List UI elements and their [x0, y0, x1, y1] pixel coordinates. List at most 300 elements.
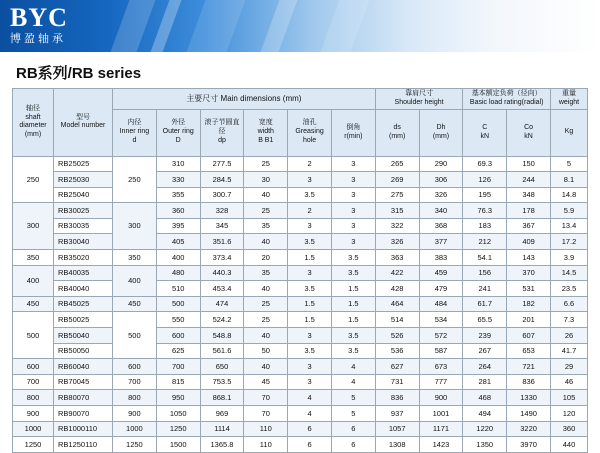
cell-weight-kg: 6.6	[551, 296, 588, 312]
cell-inner-ring-d: 1000	[113, 421, 157, 437]
cell-ds: 428	[375, 281, 419, 297]
cell-chamfer-r: 1.5	[331, 281, 375, 297]
header-inner-en: Inner ring	[119, 128, 150, 136]
cell-outer-ring-D: 400	[156, 250, 200, 266]
cell-load-Co: 370	[507, 265, 551, 281]
cell-roller-pitch-dp: 548.8	[200, 328, 244, 344]
cell-model-number: RB25025	[54, 156, 113, 172]
header-shaft-cn: 轴径	[26, 104, 40, 112]
header-weight-unit	[551, 109, 588, 156]
cell-load-C: 69.3	[463, 156, 507, 172]
cell-chamfer-r: 3.5	[331, 343, 375, 359]
cell-load-Co: 201	[507, 312, 551, 328]
cell-roller-pitch-dp: 868.1	[200, 390, 244, 406]
cell-load-Co: 721	[507, 359, 551, 375]
cell-model-number: RB1000110	[54, 421, 113, 437]
cell-weight-kg: 14.8	[551, 187, 588, 203]
cell-roller-pitch-dp: 351.6	[200, 234, 244, 250]
cell-load-C: 281	[463, 374, 507, 390]
header-co-unit: kN	[524, 132, 533, 140]
cell-Dh: 459	[419, 265, 463, 281]
cell-width-B: 110	[244, 437, 288, 453]
header-chamfer-cn: 倒角	[346, 123, 361, 131]
cell-greasing-hole: 2	[288, 156, 332, 172]
cell-Dh: 340	[419, 203, 463, 219]
cell-greasing-hole: 1.5	[288, 312, 332, 328]
cell-outer-ring-D: 700	[156, 359, 200, 375]
cell-load-C: 1220	[463, 421, 507, 437]
cell-weight-kg: 26	[551, 328, 588, 344]
cell-load-Co: 182	[507, 296, 551, 312]
cell-model-number: RB1250110	[54, 437, 113, 453]
header-dh	[419, 109, 463, 156]
header-load-cn: 基本额定负荷（径向）	[471, 90, 542, 97]
header-model-cn: 型号	[76, 113, 90, 121]
cell-roller-pitch-dp: 328	[200, 203, 244, 219]
cell-load-Co: 409	[507, 234, 551, 250]
cell-Dh: 1423	[419, 437, 463, 453]
cell-width-B: 25	[244, 203, 288, 219]
cell-chamfer-r: 4	[331, 374, 375, 390]
cell-Dh: 326	[419, 187, 463, 203]
cell-outer-ring-D: 1250	[156, 421, 200, 437]
cell-chamfer-r: 3.5	[331, 250, 375, 266]
cell-model-number: RB30035	[54, 218, 113, 234]
cell-weight-kg: 3.9	[551, 250, 588, 266]
cell-chamfer-r: 3	[331, 172, 375, 188]
cell-greasing-hole: 4	[288, 406, 332, 422]
cell-width-B: 25	[244, 296, 288, 312]
banner-stripe	[321, 0, 370, 52]
cell-greasing-hole: 3	[288, 374, 332, 390]
cell-roller-pitch-dp: 1114	[200, 421, 244, 437]
header-basic-load-rating	[463, 89, 551, 110]
header-roller-pitch-diameter	[200, 109, 244, 156]
cell-load-Co: 531	[507, 281, 551, 297]
cell-inner-ring-d: 700	[113, 374, 157, 390]
header-shoulder-height	[375, 89, 463, 110]
header-c-unit: kN	[480, 132, 490, 140]
cell-weight-kg: 17.2	[551, 234, 588, 250]
table-row	[13, 156, 588, 172]
cell-roller-pitch-dp: 277.5	[200, 156, 244, 172]
cell-shaft-diameter: 450	[13, 296, 54, 312]
cell-chamfer-r: 3.5	[331, 328, 375, 344]
cell-weight-kg: 105	[551, 390, 588, 406]
cell-width-B: 70	[244, 390, 288, 406]
cell-load-Co: 367	[507, 218, 551, 234]
cell-shaft-diameter: 350	[13, 250, 54, 266]
cell-roller-pitch-dp: 284.5	[200, 172, 244, 188]
cell-weight-kg: 7.3	[551, 312, 588, 328]
cell-shaft-diameter: 400	[13, 265, 54, 296]
cell-ds: 269	[375, 172, 419, 188]
cell-ds: 1308	[375, 437, 419, 453]
cell-model-number: RB25040	[54, 187, 113, 203]
cell-model-number: RB25030	[54, 172, 113, 188]
header-dp-unit: dp	[218, 136, 226, 144]
cell-ds: 363	[375, 250, 419, 266]
page-title-separator: /	[67, 65, 72, 82]
table-row	[13, 265, 588, 281]
cell-outer-ring-D: 500	[156, 296, 200, 312]
page-title	[16, 62, 141, 83]
table-row	[13, 296, 588, 312]
cell-model-number: RB80070	[54, 390, 113, 406]
cell-ds: 322	[375, 218, 419, 234]
header-ds	[375, 109, 419, 156]
cell-ds: 514	[375, 312, 419, 328]
cell-chamfer-r: 6	[331, 421, 375, 437]
cell-model-number: RB40035	[54, 265, 113, 281]
header-weight-cn: 重量	[562, 90, 576, 97]
cell-inner-ring-d: 300	[113, 203, 157, 250]
cell-ds: 315	[375, 203, 419, 219]
cell-model-number: RB30025	[54, 203, 113, 219]
cell-roller-pitch-dp: 1365.8	[200, 437, 244, 453]
cell-ds: 627	[375, 359, 419, 375]
header-outer-unit: D	[175, 136, 181, 144]
cell-greasing-hole: 1.5	[288, 250, 332, 266]
cell-greasing-hole: 3.5	[288, 281, 332, 297]
page-title-cn: RB系列	[16, 65, 68, 82]
cell-load-C: 183	[463, 218, 507, 234]
cell-load-C: 1350	[463, 437, 507, 453]
table-row	[13, 312, 588, 328]
cell-model-number: RB35020	[54, 250, 113, 266]
header-c-label: C	[482, 123, 488, 131]
cell-load-Co: 348	[507, 187, 551, 203]
cell-weight-kg: 14.5	[551, 265, 588, 281]
cell-outer-ring-D: 510	[156, 281, 200, 297]
header-main-dimensions: 主要尺寸 Main dimensions (mm)	[113, 89, 376, 110]
cell-model-number: RB70045	[54, 374, 113, 390]
cell-outer-ring-D: 330	[156, 172, 200, 188]
cell-roller-pitch-dp: 440.3	[200, 265, 244, 281]
cell-load-C: 76.3	[463, 203, 507, 219]
table-row	[13, 328, 588, 344]
cell-Dh: 479	[419, 281, 463, 297]
header-inner-ring	[113, 109, 157, 156]
cell-roller-pitch-dp: 474	[200, 296, 244, 312]
cell-ds: 275	[375, 187, 419, 203]
header-shaft-diameter	[13, 89, 54, 157]
cell-load-C: 267	[463, 343, 507, 359]
cell-load-Co: 150	[507, 156, 551, 172]
table-row	[13, 437, 588, 453]
cell-chamfer-r: 3	[331, 234, 375, 250]
spec-table	[12, 88, 588, 453]
cell-chamfer-r: 4	[331, 359, 375, 375]
logo-main-text: BYC	[10, 3, 68, 32]
table-row	[13, 421, 588, 437]
logo-sub-text: 博盈轴承	[10, 33, 66, 45]
cell-greasing-hole: 3.5	[288, 187, 332, 203]
cell-greasing-hole: 3	[288, 359, 332, 375]
cell-Dh: 572	[419, 328, 463, 344]
cell-roller-pitch-dp: 345	[200, 218, 244, 234]
cell-roller-pitch-dp: 561.6	[200, 343, 244, 359]
header-outer-ring	[156, 109, 200, 156]
spec-table-wrapper	[12, 88, 588, 453]
cell-outer-ring-D: 600	[156, 328, 200, 344]
cell-inner-ring-d: 350	[113, 250, 157, 266]
cell-load-C: 65.5	[463, 312, 507, 328]
cell-model-number: RB50025	[54, 312, 113, 328]
cell-load-Co: 653	[507, 343, 551, 359]
cell-roller-pitch-dp: 650	[200, 359, 244, 375]
cell-chamfer-r: 3	[331, 203, 375, 219]
cell-width-B: 40	[244, 234, 288, 250]
cell-chamfer-r: 5	[331, 406, 375, 422]
cell-width-B: 40	[244, 187, 288, 203]
cell-shaft-diameter: 300	[13, 203, 54, 250]
cell-ds: 937	[375, 406, 419, 422]
cell-weight-kg: 13.4	[551, 218, 588, 234]
table-row	[13, 172, 588, 188]
header-inner-unit: d	[132, 136, 137, 144]
cell-model-number: RB50050	[54, 343, 113, 359]
cell-weight-kg: 46	[551, 374, 588, 390]
cell-roller-pitch-dp: 969	[200, 406, 244, 422]
header-shaft-unit: (mm)	[24, 131, 42, 138]
cell-outer-ring-D: 395	[156, 218, 200, 234]
cell-Dh: 306	[419, 172, 463, 188]
cell-load-Co: 1330	[507, 390, 551, 406]
cell-shaft-diameter: 700	[13, 374, 54, 390]
cell-model-number: RB30040	[54, 234, 113, 250]
header-dh-unit: (mm)	[432, 132, 450, 140]
page-title-en: RB series	[71, 65, 142, 82]
cell-outer-ring-D: 1500	[156, 437, 200, 453]
cell-outer-ring-D: 360	[156, 203, 200, 219]
cell-ds: 326	[375, 234, 419, 250]
cell-load-C: 126	[463, 172, 507, 188]
cell-shaft-diameter: 800	[13, 390, 54, 406]
cell-Dh: 368	[419, 218, 463, 234]
banner-stripe	[261, 0, 298, 52]
cell-weight-kg: 120	[551, 406, 588, 422]
cell-Dh: 777	[419, 374, 463, 390]
header-greasing-hole	[288, 109, 332, 156]
cell-Dh: 587	[419, 343, 463, 359]
cell-inner-ring-d: 800	[113, 390, 157, 406]
cell-weight-kg: 41.7	[551, 343, 588, 359]
header-outer-cn: 外径	[171, 119, 186, 127]
cell-ds: 836	[375, 390, 419, 406]
header-width-en: width	[257, 128, 274, 136]
cell-shaft-diameter: 600	[13, 359, 54, 375]
header-model-number	[54, 89, 113, 157]
cell-load-C: 195	[463, 187, 507, 203]
cell-roller-pitch-dp: 373.4	[200, 250, 244, 266]
cell-chamfer-r: 6	[331, 437, 375, 453]
table-row	[13, 250, 588, 266]
header-weight-en: weight	[558, 98, 580, 106]
cell-greasing-hole: 3	[288, 328, 332, 344]
cell-weight-kg: 29	[551, 359, 588, 375]
cell-outer-ring-D: 355	[156, 187, 200, 203]
cell-width-B: 25	[244, 312, 288, 328]
cell-load-Co: 607	[507, 328, 551, 344]
cell-outer-ring-D: 950	[156, 390, 200, 406]
cell-chamfer-r: 3	[331, 218, 375, 234]
table-row	[13, 203, 588, 219]
cell-ds: 422	[375, 265, 419, 281]
cell-Dh: 290	[419, 156, 463, 172]
table-header-row-group	[13, 89, 588, 110]
cell-chamfer-r: 1.5	[331, 296, 375, 312]
cell-inner-ring-d: 900	[113, 406, 157, 422]
cell-load-Co: 3970	[507, 437, 551, 453]
cell-chamfer-r: 5	[331, 390, 375, 406]
cell-greasing-hole: 3	[288, 172, 332, 188]
header-model-en: Model number	[60, 122, 106, 130]
banner-stripe	[187, 0, 246, 52]
cell-ds: 464	[375, 296, 419, 312]
header-chamfer-en: r(min)	[344, 132, 363, 140]
cell-greasing-hole: 1.5	[288, 296, 332, 312]
cell-greasing-hole: 6	[288, 437, 332, 453]
cell-outer-ring-D: 815	[156, 374, 200, 390]
cell-outer-ring-D: 1050	[156, 406, 200, 422]
spec-table-body	[13, 156, 588, 452]
cell-model-number: RB40040	[54, 281, 113, 297]
header-chamfer	[331, 109, 375, 156]
header-shoulder-en: Shoulder height	[394, 98, 444, 106]
table-row	[13, 234, 588, 250]
cell-chamfer-r: 3.5	[331, 265, 375, 281]
cell-shaft-diameter: 1000	[13, 421, 54, 437]
cell-model-number: RB50040	[54, 328, 113, 344]
header-outer-en: Outer ring	[162, 128, 194, 136]
table-row	[13, 343, 588, 359]
header-shoulder-cn: 靠肩尺寸	[405, 90, 434, 97]
header-hole-cn: 油孔	[302, 119, 317, 127]
cell-load-C: 54.1	[463, 250, 507, 266]
table-row	[13, 218, 588, 234]
cell-Dh: 1171	[419, 421, 463, 437]
cell-shaft-diameter: 900	[13, 406, 54, 422]
cell-load-Co: 1490	[507, 406, 551, 422]
cell-width-B: 30	[244, 172, 288, 188]
cell-weight-kg: 23.5	[551, 281, 588, 297]
header-shaft-en: shaft diameter	[19, 113, 47, 130]
cell-Dh: 534	[419, 312, 463, 328]
cell-ds: 265	[375, 156, 419, 172]
header-hole-en: Greasing hole	[295, 128, 324, 144]
header-co	[507, 109, 551, 156]
cell-width-B: 50	[244, 343, 288, 359]
cell-shaft-diameter: 250	[13, 156, 54, 203]
cell-outer-ring-D: 405	[156, 234, 200, 250]
cell-shaft-diameter: 1250	[13, 437, 54, 453]
header-co-label: Co	[524, 123, 534, 131]
cell-greasing-hole: 3.5	[288, 343, 332, 359]
cell-width-B: 40	[244, 281, 288, 297]
company-logo	[10, 4, 68, 46]
cell-roller-pitch-dp: 524.2	[200, 312, 244, 328]
cell-inner-ring-d: 500	[113, 312, 157, 359]
cell-Dh: 1001	[419, 406, 463, 422]
cell-load-C: 494	[463, 406, 507, 422]
cell-load-C: 156	[463, 265, 507, 281]
spec-table-head	[13, 89, 588, 157]
banner-stripe	[111, 0, 156, 52]
cell-greasing-hole: 3.5	[288, 234, 332, 250]
cell-outer-ring-D: 550	[156, 312, 200, 328]
cell-ds: 1057	[375, 421, 419, 437]
table-row	[13, 187, 588, 203]
cell-inner-ring-d: 250	[113, 156, 157, 203]
header-kg-unit: Kg	[564, 128, 574, 136]
cell-load-Co: 836	[507, 374, 551, 390]
header-width-cn: 宽度	[258, 119, 273, 127]
table-row	[13, 359, 588, 375]
header-inner-cn: 内径	[127, 119, 142, 127]
header-width	[244, 109, 288, 156]
header-ds-label: ds	[393, 123, 401, 131]
cell-outer-ring-D: 625	[156, 343, 200, 359]
cell-weight-kg: 440	[551, 437, 588, 453]
cell-load-Co: 143	[507, 250, 551, 266]
cell-load-C: 468	[463, 390, 507, 406]
header-c	[463, 109, 507, 156]
table-row	[13, 390, 588, 406]
cell-weight-kg: 5.9	[551, 203, 588, 219]
cell-load-Co: 3220	[507, 421, 551, 437]
cell-width-B: 70	[244, 406, 288, 422]
cell-ds: 526	[375, 328, 419, 344]
banner-stripe	[151, 0, 182, 52]
cell-greasing-hole: 3	[288, 218, 332, 234]
cell-Dh: 673	[419, 359, 463, 375]
cell-load-Co: 178	[507, 203, 551, 219]
cell-load-C: 239	[463, 328, 507, 344]
cell-greasing-hole: 4	[288, 390, 332, 406]
cell-greasing-hole: 3	[288, 265, 332, 281]
cell-width-B: 45	[244, 374, 288, 390]
cell-inner-ring-d: 400	[113, 265, 157, 296]
cell-model-number: RB90070	[54, 406, 113, 422]
cell-greasing-hole: 6	[288, 421, 332, 437]
cell-width-B: 40	[244, 328, 288, 344]
cell-width-B: 20	[244, 250, 288, 266]
cell-load-Co: 244	[507, 172, 551, 188]
cell-weight-kg: 8.1	[551, 172, 588, 188]
cell-width-B: 40	[244, 359, 288, 375]
cell-width-B: 35	[244, 218, 288, 234]
cell-model-number: RB60040	[54, 359, 113, 375]
cell-load-C: 212	[463, 234, 507, 250]
header-dp-cn: 滚子节圆直径	[204, 119, 240, 136]
header-banner	[0, 0, 600, 52]
cell-width-B: 110	[244, 421, 288, 437]
table-row	[13, 406, 588, 422]
cell-load-C: 264	[463, 359, 507, 375]
cell-roller-pitch-dp: 300.7	[200, 187, 244, 203]
cell-weight-kg: 5	[551, 156, 588, 172]
header-ds-unit: (mm)	[389, 132, 406, 140]
cell-roller-pitch-dp: 453.4	[200, 281, 244, 297]
cell-width-B: 25	[244, 156, 288, 172]
cell-Dh: 900	[419, 390, 463, 406]
cell-chamfer-r: 1.5	[331, 312, 375, 328]
cell-outer-ring-D: 480	[156, 265, 200, 281]
cell-roller-pitch-dp: 753.5	[200, 374, 244, 390]
header-width-unit: B B1	[258, 136, 274, 144]
table-row	[13, 374, 588, 390]
